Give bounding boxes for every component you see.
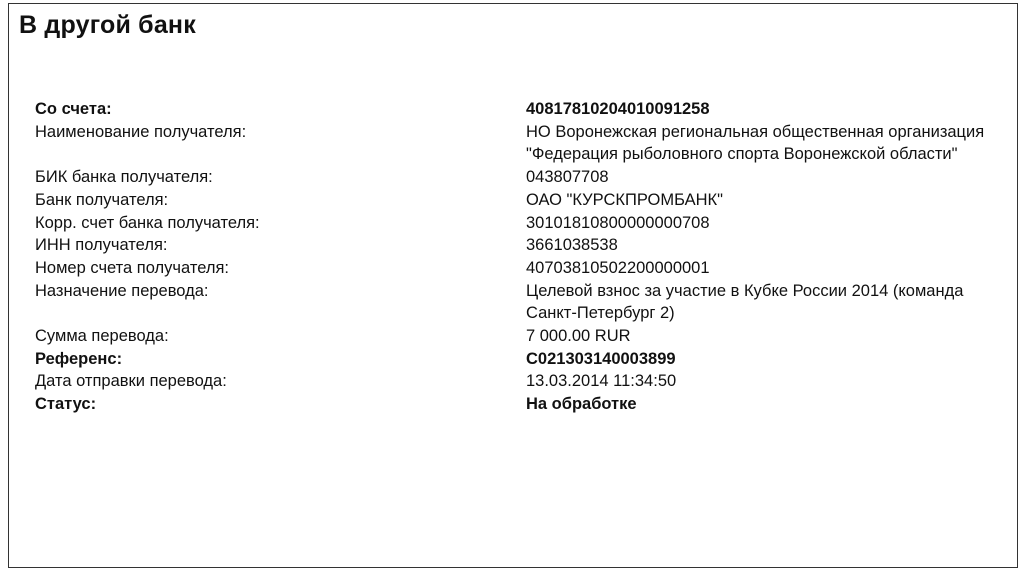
transfer-details-panel bbox=[8, 3, 1018, 568]
row-corr-account bbox=[9, 212, 1017, 235]
corr-account-label: Корр. счет банка получателя: bbox=[35, 213, 260, 232]
recipient-bank-label: Банк получателя: bbox=[35, 190, 169, 209]
recipient-inn-value: 3661038538 bbox=[526, 236, 618, 255]
recipient-name-label: Наименование получателя: bbox=[35, 122, 247, 141]
from-account-value: 40817810204010091258 bbox=[526, 100, 710, 118]
recipient-name-value: НО Воронежская региональная общественная организация "Федерация рыболовного спорта Воронежской области" bbox=[526, 122, 985, 164]
page-title: В другой банк bbox=[19, 11, 196, 39]
reference-value: C021303140003899 bbox=[526, 349, 676, 368]
sent-date-value: 13.03.2014 11:34:50 bbox=[526, 372, 677, 391]
row-sent-date bbox=[9, 370, 1017, 393]
recipient-account-label: Номер счета получателя: bbox=[35, 258, 229, 277]
recipient-bank-bik-value: 043807708 bbox=[526, 168, 609, 187]
row-from-account bbox=[9, 98, 1017, 121]
sent-date-label: Дата отправки перевода: bbox=[35, 372, 227, 391]
row-recipient-bank-bik bbox=[9, 166, 1017, 189]
row-transfer-amount bbox=[9, 325, 1017, 348]
recipient-bank-value: ОАО "КУРСКПРОМБАНК" bbox=[526, 190, 723, 209]
reference-label: Референс: bbox=[35, 349, 123, 368]
row-transfer-purpose bbox=[9, 280, 1017, 325]
recipient-bank-bik-label: БИК банка получателя: bbox=[35, 168, 213, 187]
row-reference bbox=[9, 348, 1017, 371]
recipient-account-value: 40703810502200000001 bbox=[526, 258, 710, 277]
transfer-amount-label: Сумма перевода: bbox=[35, 327, 169, 346]
status-value: На обработке bbox=[526, 395, 637, 414]
row-recipient-name bbox=[9, 121, 1017, 166]
transfer-amount-value: 7 000.00 RUR bbox=[526, 327, 631, 346]
row-status bbox=[9, 393, 1017, 416]
corr-account-value: 30101810800000000708 bbox=[526, 213, 710, 232]
row-recipient-bank bbox=[9, 189, 1017, 212]
transfer-purpose-value: Целевой взнос за участие в Кубке России 2014 (команда Санкт-Петербург 2) bbox=[526, 281, 964, 323]
status-label: Статус: bbox=[35, 395, 97, 414]
from-account-label: Со счета: bbox=[35, 100, 112, 118]
transfer-purpose-label: Назначение перевода: bbox=[35, 281, 209, 300]
row-recipient-inn bbox=[9, 234, 1017, 257]
row-recipient-account bbox=[9, 257, 1017, 280]
recipient-inn-label: ИНН получателя: bbox=[35, 236, 168, 255]
transfer-details-list bbox=[9, 98, 1017, 416]
